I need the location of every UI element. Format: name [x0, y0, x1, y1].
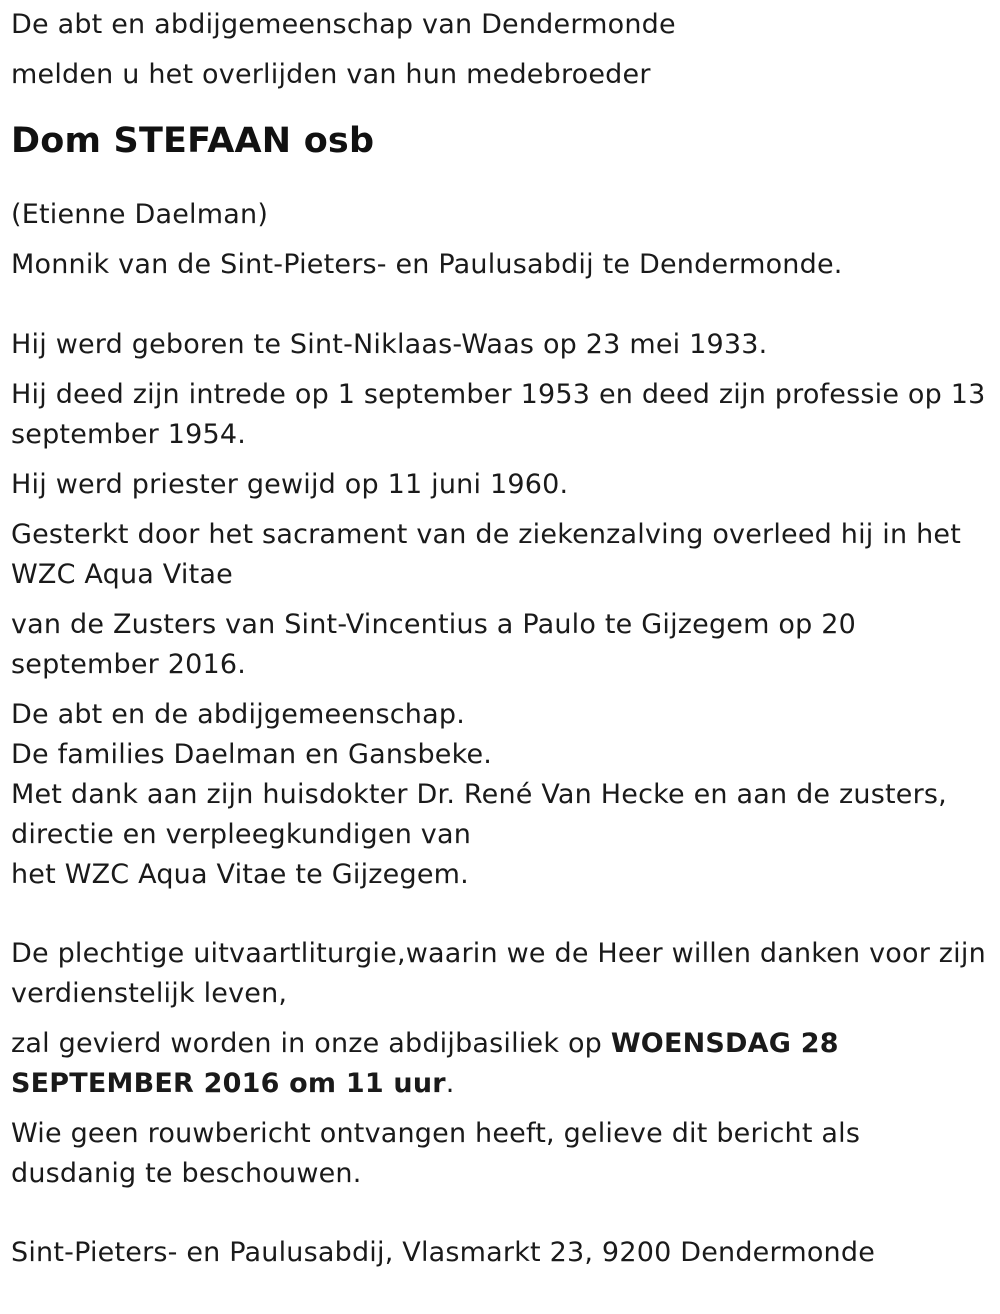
bio-ordained: Hij werd priester gewijd op 11 juni 1960. [11, 469, 569, 500]
bio-born: Hij werd geboren te Sint-Niklaas-Waas op 23 mei 1933. [11, 329, 768, 360]
mourners-line-2: De families Daelman en Gansbeke. [11, 739, 493, 770]
funeral-line-2-suffix: . [445, 1068, 455, 1099]
abbey-address: Sint-Pieters- en Paulusabdij, Vlasmarkt 23, 9200 Dendermonde [11, 1237, 876, 1268]
intro-line-2: melden u het overlijden van hun medebroeder [11, 59, 651, 90]
bio-death-1: Gesterkt door het sacrament van de ziekenzalving overleed hij in het WZC Aqua Vitae [11, 519, 961, 590]
mourners-line-4: het WZC Aqua Vitae te Gijzegem. [11, 859, 469, 890]
mourners-line-1: De abt en de abdijgemeenschap. [11, 699, 465, 730]
death-notice [11, 0, 986, 1273]
mourners-line-3: Met dank aan zijn huisdokter Dr. René Van Hecke en aan de zusters, directie en verpleegkundigen van [11, 779, 947, 850]
bio-entry: Hij deed zijn intrede op 1 september 1953 en deed zijn professie op 13 september 1954. [11, 379, 986, 450]
funeral-line-3: Wie geen rouwbericht ontvangen heeft, gelieve dit bericht als dusdanig te beschouwen. [11, 1118, 861, 1189]
funeral-line-2 [11, 1024, 986, 1104]
funeral-date-time: WOENSDAG 28 SEPTEMBER 2016 om 11 uur [11, 1028, 839, 1099]
funeral-line-2-prefix: zal gevierd worden in onze abdijbasiliek op [11, 1028, 611, 1059]
funeral-line-1: De plechtige uitvaartliturgie,waarin we de Heer willen danken voor zijn verdienstelijk leven, [11, 938, 986, 1009]
civil-name: (Etienne Daelman) [11, 199, 269, 230]
role: Monnik van de Sint-Pieters- en Paulusabdij te Dendermonde. [11, 249, 843, 280]
bio-death-2: van de Zusters van Sint-Vincentius a Paulo te Gijzegem op 20 september 2016. [11, 609, 856, 680]
intro-line-1: De abt en abdijgemeenschap van Dendermonde [11, 9, 676, 40]
deceased-name: Dom STEFAAN osb [11, 121, 375, 161]
